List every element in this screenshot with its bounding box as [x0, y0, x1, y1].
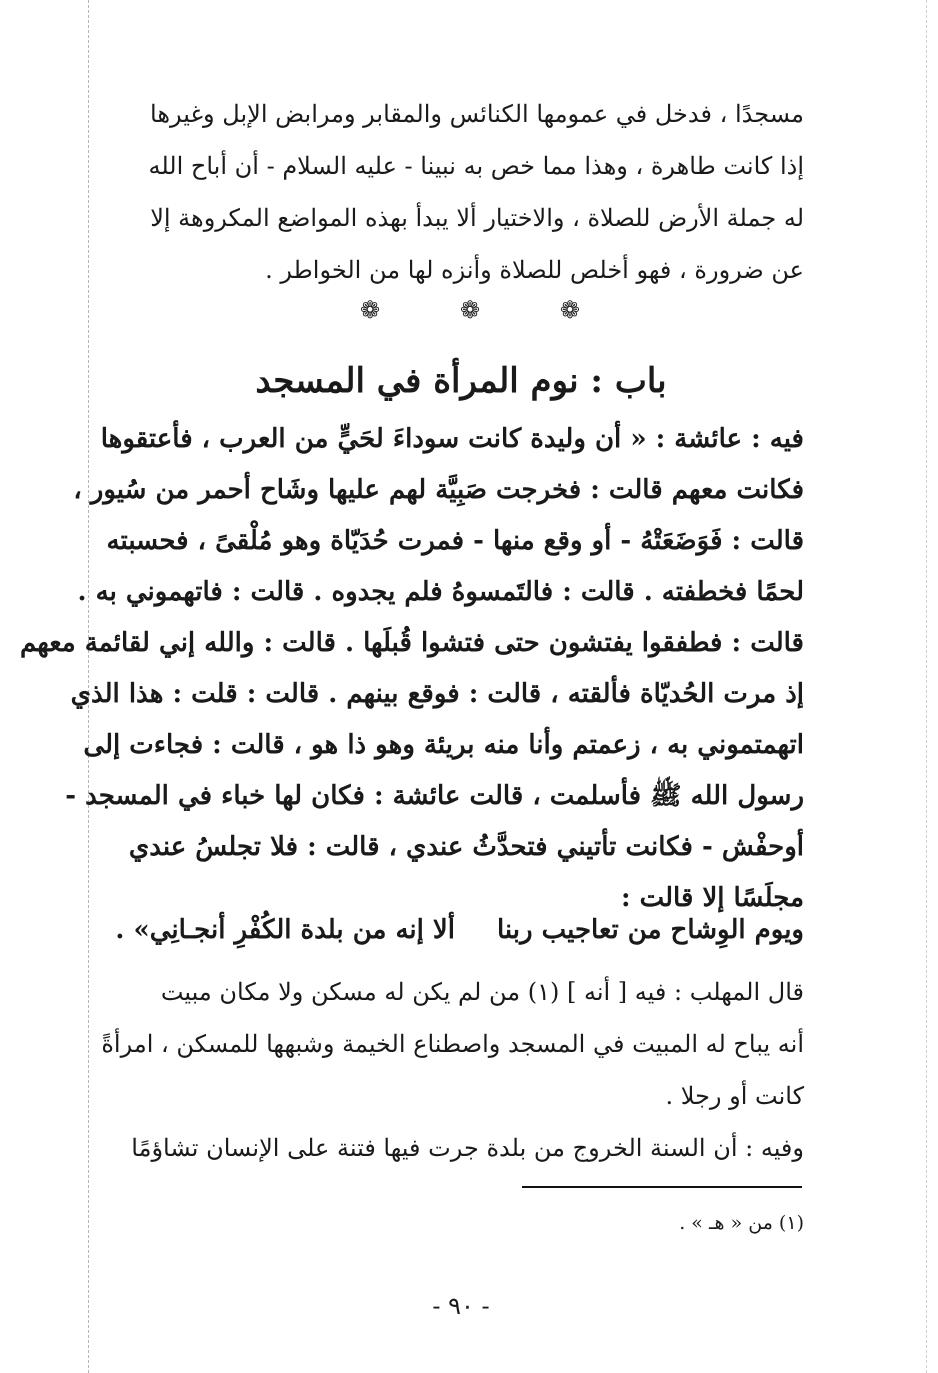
intro-line: إذا كانت طاهرة ، وهذا مما خص به نبينا - عليه السلام - أن أباح الله	[148, 152, 804, 180]
hadith-line: قالت : فطفقوا يفتشون حتى فتشوا قُبلَها . قالت : والله إني لقائمة معهم	[19, 628, 804, 658]
commentary-line: وفيه : أن السنة الخروج من بلدة جرت فيها فتنة على الإنسان تشاؤمًا	[131, 1134, 804, 1162]
hadith-line: فكانت معهم قالت : فخرجت صَبِيَّة لهم عليها وشَاح أحمر من سُيور ،	[73, 475, 804, 505]
footnote-divider	[522, 1186, 802, 1188]
verse-first-hemistich: ويوم الوِشاح من تعاجيب ربنا	[496, 915, 804, 945]
commentary-line: كانت أو رجلا .	[665, 1082, 804, 1110]
commentary-paragraph	[101, 966, 804, 1122]
hadith-line: اتهمتموني به ، زعمتم وأنا منه بريئة وهو ذا هو ، قالت : فجاءت إلى	[83, 730, 804, 760]
intro-line: مسجدًا ، فدخل في عمومها الكنائس والمقابر ومرابض الإبل وغيرها	[150, 100, 804, 128]
chapter-title: باب : نوم المرأة في المسجد	[255, 361, 667, 401]
section-separator	[300, 296, 640, 324]
intro-line: عن ضرورة ، فهو أخلص للصلاة وأنزه لها من الخواطر .	[265, 256, 804, 284]
hadith-line: أوحفْش - فكانت تأتيني فتحدَّثُ عندي ، قالت : فلا تجلسُ عندي	[128, 832, 804, 862]
hadith-line: فيه : عائشة : « أن وليدة كانت سوداءَ لحَيٍّ من العرب ، فأعتقوها	[100, 424, 804, 454]
star-ornament-icon: ❁	[360, 296, 381, 324]
star-ornament-icon: ❁	[559, 296, 580, 324]
hadith-paragraph	[19, 414, 804, 924]
hadith-line: لحمًا فخطفته . قالت : فالتَمسوهُ فلم يجدوه . قالت : فاتهموني به .	[77, 577, 804, 607]
verse-second-hemistich: ألا إنه من بلدة الكُفْرِ أنجـانِي» .	[115, 915, 455, 945]
hadith-line: رسول الله ﷺ فأسلمت ، قالت عائشة : فكان لها خباء في المسجد -	[65, 781, 804, 811]
hadith-line: قالت : فَوَضَعَتْهُ - أو وقع منها - فمرت حُدَيّاة وهو مُلْقىً ، فحسبته	[106, 526, 804, 556]
page-number: - ٩٠ -	[432, 1292, 490, 1320]
scan-guide-right	[926, 0, 927, 1373]
commentary-line: قال المهلب : فيه [ أنه ] (١) من لم يكن له مسكن ولا مكان مبيت	[160, 978, 804, 1006]
hadith-line: مجلَسًا إلا قالت :	[620, 883, 804, 913]
poetry-verse	[115, 902, 804, 958]
intro-line: له جملة الأرض للصلاة ، والاختيار ألا يبدأ بهذه المواضع المكروهة إلا	[150, 204, 804, 232]
star-ornament-icon: ❁	[459, 296, 481, 324]
commentary-paragraph-continued	[118, 1122, 804, 1174]
intro-paragraph	[118, 88, 804, 296]
commentary-line: أنه يباح له المبيت في المسجد واصطناع الخيمة وشبهها للمسكن ، امرأةً	[101, 1030, 804, 1058]
hadith-line: إذ مرت الحُديّاة فألقته ، قالت : فوقع بينهم . قالت : قلت : هذا الذي	[70, 679, 804, 709]
footnote: (١) من « هـ » .	[679, 1212, 804, 1234]
